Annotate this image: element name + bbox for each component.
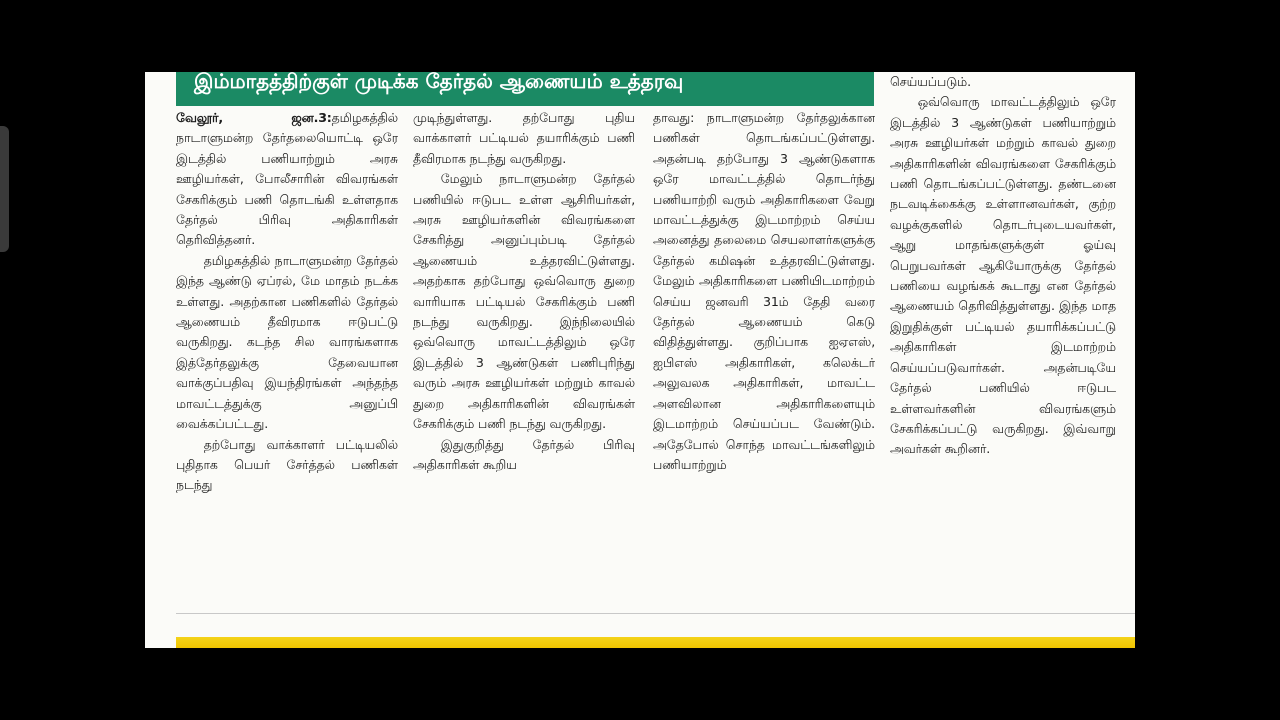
paragraph: தற்போது வாக்காளர் பட்டியலில் புதிதாக பெயர் சேர்த்தல் பணிகள் நடந்து xyxy=(176,436,398,493)
paragraph: மேலும் நாடாளுமன்ற தேர்தல் பணியில் ஈடுபட உள்ள ஆசிரியர்கள், அரசு ஊழியர்களின் விவரங்களை சேகரித்து அனுப்பும்படி தேர்தல் ஆணையம் உத்தரவிட்டுள்ளது. அதற்காக தற்போது ஒவ்வொரு துறை வாரியாக பட்டியல் சேகரிக்கும் பணி நடந்து வருகிறது. இந்நிலையில் ஒவ்வொரு மாவட்டத்திலும் ஒரே இடத்தில் 3 ஆண்டுகள் பணிபுரிந்து வரும் அரசு ஊழியர்கள் மற்றும் காவல் துறை அதிகாரிகளின் விவரங்கள் சேகரிக்கும் பணி நடந்து வருகிறது. xyxy=(413,171,635,432)
newspaper-clipping xyxy=(145,72,1135,648)
article-column-4 xyxy=(890,72,1116,630)
dateline: வேலூர், ஜன.3: xyxy=(176,110,332,125)
paragraph: ஒவ்வொரு மாவட்டத்திலும் ஒரே இடத்தில் 3 ஆண்டுகள் பணியாற்றும் அரசு ஊழியர்கள் மற்றும் காவல் துறை அதிகாரிகளின் விவரங்களை சேகரிக்கும் பணி தொடங்கப்பட்டுள்ளது. தண்டனை நடவடிக்கைக்கு உள்ளானவர்கள், குற்ற வழக்குகளில் தொடர்புடையவர்கள், ஆறு மாதங்களுக்குள் ஓய்வு பெறுபவர்கள் ஆகியோருக்கு தேர்தல் பணியை வழங்கக் கூடாது என தேர்தல் ஆணையம் தெரிவித்துள்ளது. இந்த மாத இறுதிக்குள் பட்டியல் தயாரிக்கப்பட்டு அதிகாரிகள் இடமாற்றம் செய்யப்படுவார்கள். அதன்படியே தேர்தல் பணியில் ஈடுபட உள்ளவர்களின் விவரங்களும் சேகரிக்கப்பட்டு வருகிறது. இவ்வாறு அவர்கள் கூறினர். xyxy=(890,94,1116,457)
paragraph: முடிந்துள்ளது. தற்போது புதிய வாக்காளர் பட்டியல் தயாரிக்கும் பணி தீவிரமாக நடந்து வருகிறது. xyxy=(413,110,635,166)
side-panel-handle[interactable] xyxy=(0,126,9,252)
yellow-band xyxy=(176,637,1135,648)
paragraph: இதுகுறித்து தேர்தல் பிரிவு அதிகாரிகள் கூறிய xyxy=(413,436,635,472)
paragraph: தாவது: நாடாளுமன்ற தேர்தலுக்கான பணிகள் தொடங்கப்பட்டுள்ளது. அதன்படி தற்போது 3 ஆண்டுகளாக ஒரே மாவட்டத்தில் தொடர்ந்து பணியாற்றி வரும் அதிகாரிகளை வேறு மாவட்டத்துக்கு இடமாற்றம் செய்ய அனைத்து தலைமை செயலாளர்களுக்கு தேர்தல் கமிஷன் உத்தரவிட்டுள்ளது. மேலும் அதிகாரிகளை பணியிடமாற்றம் செய்ய ஜனவரி 31ம் தேதி வரை தேர்தல் ஆணையம் கெடு விதித்துள்ளது. குறிப்பாக ஐஏஎஸ், ஐபிஎஸ் அதிகாரிகள், கலெக்டர் அலுவலக அதிகாரிகள், மாவட்ட அளவிலான அதிகாரிகளையும் இடமாற்றம் செய்யப்பட வேண்டும். அதேபோல் சொந்த மாவட்டங்களிலும் பணியாற்றும் xyxy=(653,110,875,472)
paragraph: தமிழகத்தில் நாடாளுமன்ற தேர்தல் இந்த ஆண்டு ஏப்ரல், மே மாதம் நடக்க உள்ளது. அதற்கான பணிகளில் தேர்தல் ஆணையம் தீவிரமாக ஈடுபட்டு வருகிறது. கடந்த சில வாரங்களாக இத்தேர்தலுக்கு தேவையான வாக்குப்பதிவு இயந்திரங்கள் அந்தந்த மாவட்டத்துக்கு அனுப்பி வைக்கப்பட்டது. xyxy=(176,252,398,432)
paragraph-text: தமிழகத்தில் நாடாளுமன்ற தேர்தலையொட்டி ஒரே இடத்தில் பணியாற்றும் அரசு ஊழியர்கள், போலீசாரின் விவரங்கள் சேகரிக்கும் பணி தொடங்கி உள்ளதாக தேர்தல் பிரிவு அதிகாரிகள் தெரிவித்தனர். xyxy=(176,110,398,248)
column-divider-line xyxy=(176,613,1135,614)
paragraph: செய்யப்படும். xyxy=(890,74,971,89)
headline-banner xyxy=(176,72,874,106)
headline: இம்மாதத்திற்குள் முடிக்க தேர்தல் ஆணையம் உத்தரவு xyxy=(194,72,684,93)
article-column-1 xyxy=(176,108,398,630)
article-column-2 xyxy=(413,108,635,630)
article-column-3 xyxy=(653,108,875,630)
paragraph xyxy=(176,108,398,251)
